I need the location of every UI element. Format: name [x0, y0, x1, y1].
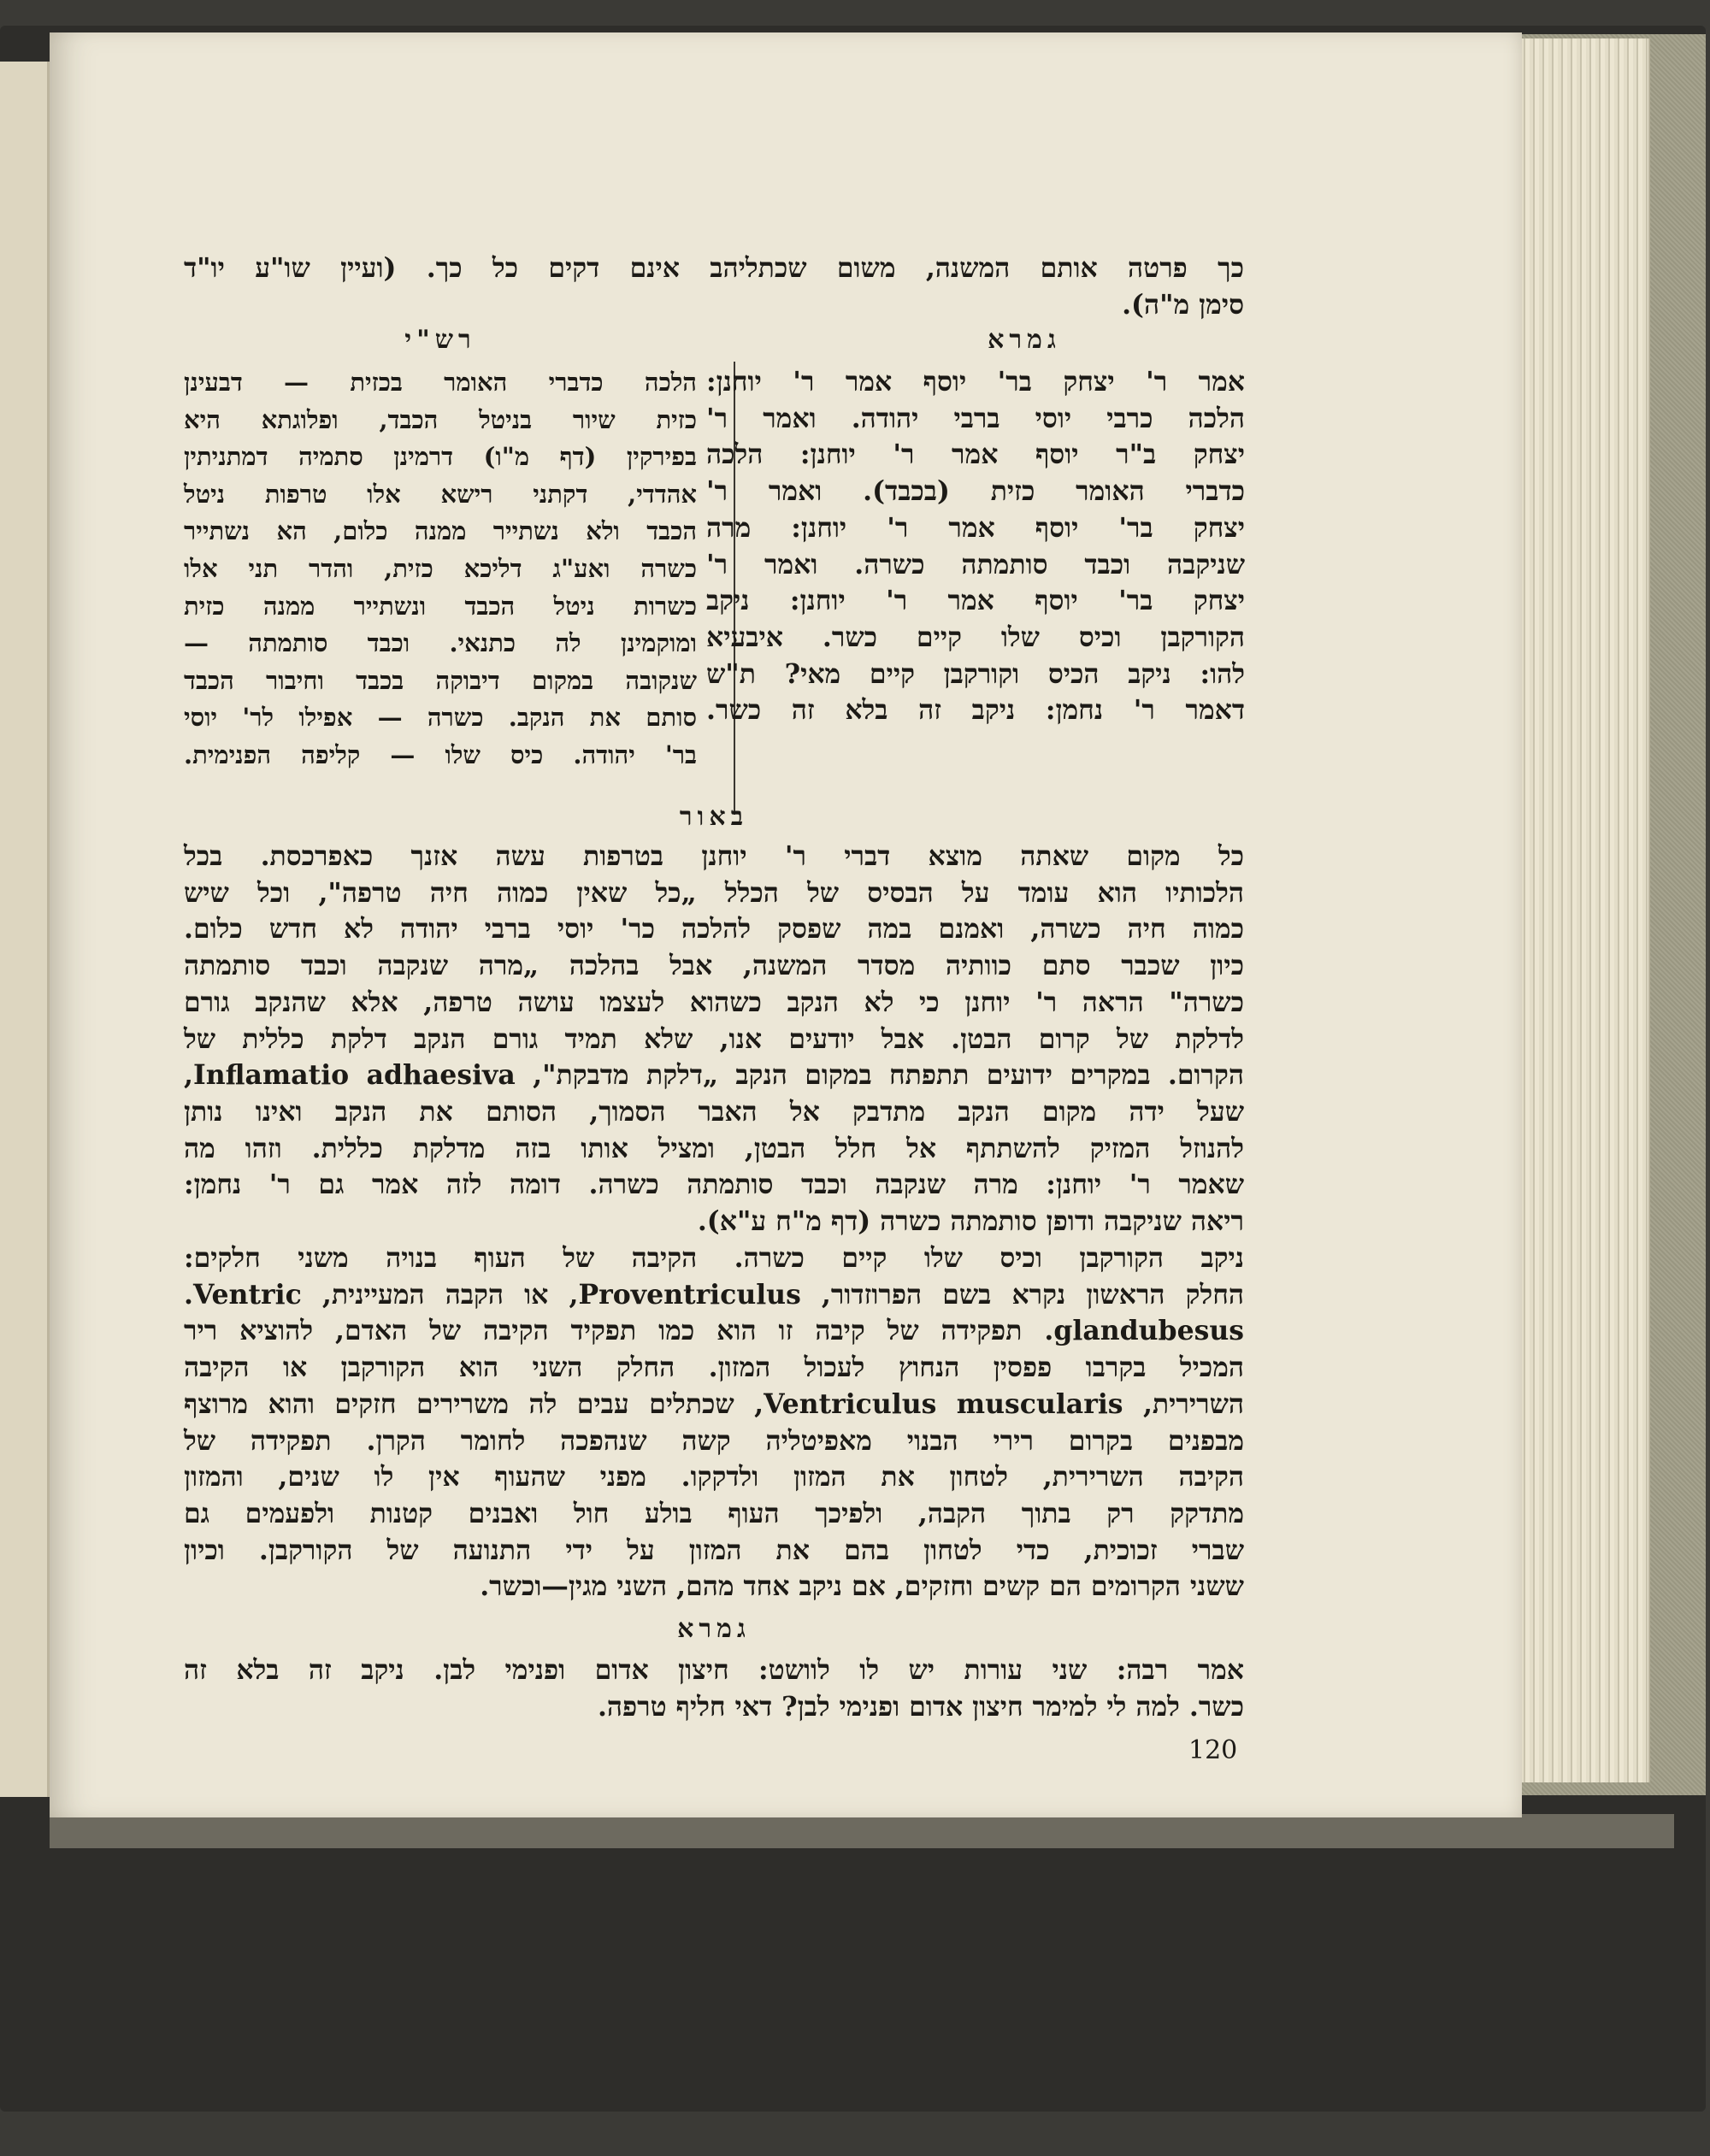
biur-line: שעל ידה מקום הנקב מתדבק אל האבר הסמוך, הסותם את הנקב ואינו נותן [184, 1095, 1244, 1128]
gemara-2-line: אמר רבה: שני עורות יש לו לוושט: חיצון אדום ופנימי לבן. ניקב זה בלא זה [184, 1654, 1244, 1686]
rashi-line: כשרות ניטל הכבד ונשתייר ממנה כזית [184, 591, 697, 621]
gemara-line: יצחק בר' יוסף אמר ר' יוחנן: ניקב [706, 585, 1245, 617]
biur-line: הלכותיו הוא עומד על הבסיס של הכלל „כל שאין כמוה חיה טרפה", וכל שיש [184, 876, 1244, 909]
gemara-line: הקורקבן וכיס שלו קיים כשר. איבעיא [706, 621, 1245, 653]
gemara-2-line: כשר. למה לי למימר חיצון אדום ופנימי לבן? דאי חליף טרפה. [597, 1690, 1244, 1723]
rashi-line: הכבד ולא נשתייר ממנה כלום, הא נשתייר [184, 516, 697, 546]
gemara-heading-2: גמרא [677, 1614, 751, 1644]
gemara-line: אמר ר' יצחק בר' יוסף אמר ר' יוחנן: [706, 366, 1245, 398]
gemara-column [706, 364, 1245, 729]
rashi-line: ומוקמינן לה כתנאי. וכבד סותמתה — [184, 628, 697, 658]
page-stack-edge [1520, 38, 1650, 1782]
rashi-line: בר' יהודה. כיס שלו — קליפה הפנימית. [184, 739, 697, 769]
gemara-line: יצחק בר' יוסף אמר ר' יוחנן: מרה [706, 511, 1245, 544]
kurkevan-line: שברי זכוכית, כדי לטחון בהם את המזון על ידי התנועה של הקורקבן. וכיון [184, 1534, 1244, 1566]
kurkevan-paragraph [184, 1240, 1244, 1605]
kurkevan-line: החלק הראשון נקרא בשם הפרוזדור, Proventriculus, או הקבה המעיינית, Ventric. [184, 1278, 1244, 1311]
rashi-line: הלכה כדברי האומר בכזית — דבעינן [184, 368, 697, 397]
rashi-line: כזית שיור בניטל הכבד, ופלוגתא היא [184, 404, 697, 434]
gemara-line: להו: ניקב הכיס וקורקבן קיים מאי? ת"ש [706, 657, 1245, 690]
biur-line: כמוה חיה כשרה, ואמנם במה שפסק להלכה כר' יוסי ברבי יהודה לא חדש כלום. [184, 913, 1244, 945]
rashi-line: בפירקין (דף מ"ו) דרמינן סתמיה דמתניתין [184, 442, 697, 472]
intro-line: כך פרטה אותם המשנה, משום שכתליהב אינם דקים כל כך. (ועיין שו"ע יו"ד [184, 252, 1244, 284]
kurkevan-line: מבפנים בקרום רירי הבנוי מאפיטליה קשה שנהפכה לחומר הקרן. תפקידה של [184, 1424, 1244, 1457]
rashi-line: סותם את הנקב. כשרה — אפילו לר' יוסי [184, 703, 697, 733]
intro-line: סימן מ"ה). [1122, 288, 1244, 321]
gemara-line: דאמר ר' נחמן: ניקב זה בלא זה כשר. [706, 694, 1245, 727]
page-number: 120 [1188, 1735, 1238, 1765]
rashi-heading: רש"י [404, 325, 476, 355]
gemara-line: הלכה כרבי יוסי ברבי יהודה. ואמר ר' [706, 402, 1245, 434]
biur-line: הקרום. במקרים ידועים תתפתח במקום הנקב „דלקת מדבקת", Inflamatio adhaesiva, [184, 1059, 1245, 1092]
gemara-line: שניקבה וכבד סותמתה כשרה. ואמר ר' [706, 548, 1245, 580]
biur-line: כיון שכבר סתם כוותיה מסדר המשנה, אבל בהלכה „מרה שנקבה וכבד סותמתה [184, 950, 1244, 982]
biur-line: לדלקת של קרום הבטן. אבל יודעים אנו, שלא תמיד גורם הנקב דלקת כללית של [184, 1022, 1244, 1055]
biur-heading: באור [679, 802, 749, 832]
biur-line: ריאה שניקבה ודופן סותמתה כשרה (דף מ"ח ע"א). [697, 1205, 1244, 1238]
rashi-line: כשרה ואע"ג דליכא כזית, והדר תני אלו [184, 553, 697, 583]
biur-paragraph [184, 839, 1244, 1240]
book-page [50, 32, 1522, 1817]
left-page-edge [0, 62, 50, 1797]
kurkevan-line: ניקב הקורקבן וכיס שלו קיים כשרה. הקיבה של העוף בנויה משני חלקים: [184, 1242, 1244, 1274]
gemara-2-paragraph [184, 1652, 1244, 1725]
gemara-line: יצחק ב"ר יוסף אמר ר' יוחנן: הלכה [706, 439, 1245, 471]
kurkevan-line: הקיבה השרירית, לטחון את המזון ולדקקו. מפני שהעוף אין לו שנים, והמזון [184, 1461, 1244, 1493]
intro-paragraph [184, 250, 1244, 323]
biur-line: כשרה" הראה ר' יוחנן כי לא הנקב כשהוא לעצמו עושה טרפה, אלא שהנקב גורם [184, 986, 1244, 1018]
kurkevan-line: מתדקק רק בתוך הקבה, ולפיכך העוף בולע חול ואבנים קטנות ולפעמים גם [184, 1497, 1244, 1529]
gemara-heading: גמרא [988, 325, 1061, 355]
biur-line: שאמר ר' יוחנן: מרה שנקבה וכבד סותמתה כשרה. דומה לזה אמר גם ר' נחמן: [184, 1169, 1244, 1201]
biur-line: כל מקום שאתה מוצא דברי ר' יוחנן בטרפות עשה אזנך כאפרכסת. בכל [184, 840, 1244, 872]
biur-line: להנוזל המזיק להשתתף אל חלל הבטן, ומציל אותו בזה מדלקת כללית. וזהו מה [184, 1132, 1244, 1164]
kurkevan-line: השרירית, Ventriculus muscularis, שכתלים עבים לה משרירים חזקים והוא מרוצף [184, 1387, 1245, 1420]
kurkevan-line: ששני הקרומים הם קשים וחזקים, אם ניקב אחד מהם, השני מגין—וכשר. [480, 1570, 1244, 1603]
kurkevan-line: glandubesus. תפקידה של קיבה זו הוא כמו תפקיד הקיבה של האדם, להוציא ריר [184, 1315, 1244, 1347]
page-bottom-shadow [50, 1814, 1674, 1848]
gemara-line: כדברי האומר כזית (בכבד). ואמר ר' [706, 475, 1245, 508]
rashi-column [184, 364, 697, 775]
rashi-line: אהדדי, דקתני רישא אלו טרפות ניטל [184, 479, 697, 509]
kurkevan-line: המכיל בקרבו פפסין הנחוץ לעכול המזון. החלק השני הוא הקורקבן או הקיבה [184, 1352, 1244, 1384]
rashi-line: שנקובה במקום דיבוקה בכבד וחיבור הכבד [184, 665, 697, 695]
